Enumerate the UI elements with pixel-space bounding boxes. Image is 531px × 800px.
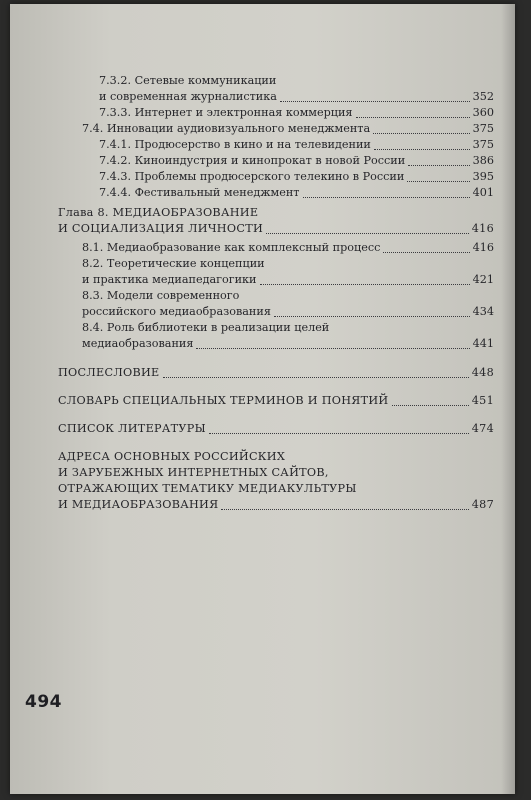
dot-leader xyxy=(356,116,470,118)
toc-entry-7-4-4 xyxy=(58,185,494,201)
table-of-contents xyxy=(58,73,494,513)
toc-page-number: 474 xyxy=(471,422,494,435)
toc-entry-title: 7.4.2. Киноиндустрия и кинопрокат в новой России xyxy=(99,154,406,167)
dot-leader xyxy=(163,376,469,378)
toc-entry-title: 7.4.3. Проблемы продюсерского телекино в России xyxy=(99,170,405,183)
toc-entry-7-3-3 xyxy=(58,105,494,121)
toc-entry-8-2 xyxy=(58,256,494,288)
toc-entry-title-line: Глава 8. МЕДИАОБРАЗОВАНИЕ xyxy=(58,206,259,219)
dot-leader xyxy=(221,508,468,510)
toc-entry-title-line: 8.3. Модели современного xyxy=(82,289,240,302)
toc-entry-7-4-3 xyxy=(58,169,494,185)
toc-entry-websites xyxy=(58,449,494,513)
toc-entry-title: 7.4.4. Фестивальный менеджмент xyxy=(99,186,300,199)
toc-entry-title-line: АДРЕСА ОСНОВНЫХ РОССИЙСКИХ xyxy=(58,450,286,463)
toc-entry-title: 8.1. Медиаобразование как комплексный процесс xyxy=(82,241,381,254)
toc-entry-title-line: 8.4. Роль библиотеки в реализации целей xyxy=(82,321,330,334)
toc-entry-7-4 xyxy=(58,121,494,137)
dot-leader xyxy=(260,283,470,285)
toc-entry-8-3 xyxy=(58,288,494,320)
toc-entry-title: медиаобразования xyxy=(82,337,194,350)
toc-entry-8-4 xyxy=(58,320,494,352)
toc-entry-afterword xyxy=(58,365,494,381)
dot-leader xyxy=(303,196,470,198)
toc-page-number: 360 xyxy=(472,106,494,119)
toc-page-number: 487 xyxy=(471,498,494,511)
toc-page-number: 386 xyxy=(472,154,494,167)
toc-page-number: 375 xyxy=(472,138,494,151)
dot-leader xyxy=(209,432,469,434)
toc-page-number: 441 xyxy=(472,337,494,350)
toc-page-number: 401 xyxy=(472,186,494,199)
dot-leader xyxy=(274,315,470,317)
dot-leader xyxy=(373,132,469,134)
toc-entry-title-line: 8.2. Теоретические концепции xyxy=(82,257,265,270)
toc-entry-title: 7.4.1. Продюсерство в кино и на телевидении xyxy=(99,138,371,151)
toc-entry-title: и современная журналистика xyxy=(99,90,277,103)
page-folio-number: 494 xyxy=(25,692,62,712)
toc-entry-title: 7.3.3. Интернет и электронная коммерция xyxy=(99,106,353,119)
toc-entry-glossary xyxy=(58,393,494,409)
dot-leader xyxy=(383,251,469,253)
toc-page-number: 416 xyxy=(471,222,494,235)
toc-entry-title: 7.4. Инновации аудиовизуального менеджмента xyxy=(82,122,371,135)
dot-leader xyxy=(392,404,469,406)
dot-leader xyxy=(408,164,469,166)
toc-entry-title: российского медиаобразования xyxy=(82,305,271,318)
toc-entry-7-4-2 xyxy=(58,153,494,169)
toc-entry-title: СЛОВАРЬ СПЕЦИАЛЬНЫХ ТЕРМИНОВ И ПОНЯТИЙ xyxy=(58,394,389,407)
toc-page-number: 352 xyxy=(472,90,494,103)
toc-entry-title-line: И ЗАРУБЕЖНЫХ ИНТЕРНЕТНЫХ САЙТОВ, xyxy=(58,466,329,479)
dot-leader xyxy=(374,148,470,150)
toc-entry-8-1 xyxy=(58,240,494,256)
toc-entry-title-line: ОТРАЖАЮЩИХ ТЕМАТИКУ МЕДИАКУЛЬТУРЫ xyxy=(58,482,357,495)
toc-entry-7-4-1 xyxy=(58,137,494,153)
toc-page-number: 434 xyxy=(472,305,494,318)
dot-leader xyxy=(280,100,470,102)
toc-entry-bibliography xyxy=(58,421,494,437)
toc-entry-title: И МЕДИАОБРАЗОВАНИЯ xyxy=(58,498,219,511)
toc-entry-title: И СОЦИАЛИЗАЦИЯ ЛИЧНОСТИ xyxy=(58,222,264,235)
dot-leader xyxy=(407,180,469,182)
toc-entry-title: и практика медиапедагогики xyxy=(82,273,257,286)
book-page xyxy=(10,4,515,794)
toc-page-number: 448 xyxy=(471,366,494,379)
toc-entry-7-3-2 xyxy=(58,73,494,105)
toc-entry-title: ПОСЛЕСЛОВИЕ xyxy=(58,366,160,379)
dot-leader xyxy=(196,347,469,349)
toc-page-number: 416 xyxy=(472,241,494,254)
toc-page-number: 375 xyxy=(472,122,494,135)
toc-page-number: 451 xyxy=(471,394,494,407)
toc-entry-chapter-8 xyxy=(58,205,494,237)
toc-page-number: 421 xyxy=(472,273,494,286)
toc-entry-title: СПИСОК ЛИТЕРАТУРЫ xyxy=(58,422,206,435)
toc-entry-title-line: 7.3.2. Сетевые коммуникации xyxy=(99,74,277,87)
toc-page-number: 395 xyxy=(472,170,494,183)
dot-leader xyxy=(266,232,469,234)
